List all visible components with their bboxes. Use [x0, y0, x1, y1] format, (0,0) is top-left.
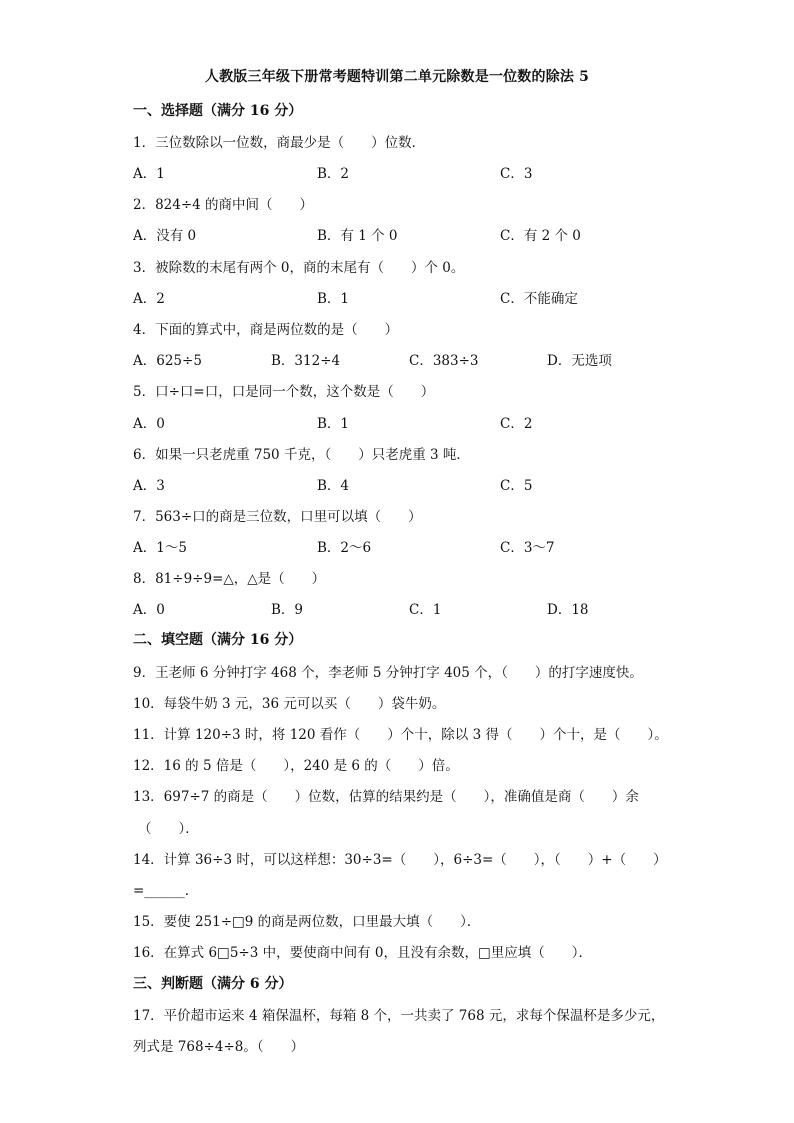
question-8: 8．81÷9÷9=△，△是（ ）	[133, 571, 326, 587]
question-15: 15．要使 251÷□9 的商是两位数，口里最大填（ ）．	[133, 914, 481, 930]
option-a: A．2	[133, 291, 165, 307]
option-a: A．没有 0	[133, 228, 197, 244]
question-3: 3．被除数的末尾有两个 0，商的末尾有（ ）个 0。	[133, 260, 465, 276]
question-13-continued: （ ）．	[138, 821, 199, 837]
option-b: B．1	[317, 416, 350, 432]
question-14: 14．计算 36÷3 时，可以这样想：30÷3=（ ），6÷3=（ ），（ ）+（ ）	[133, 852, 667, 868]
option-c: C．有 2 个 0	[500, 228, 581, 244]
option-a: A．0	[133, 602, 165, 618]
option-c: C．5	[500, 478, 533, 494]
question-12: 12．16 的 5 倍是（ ），240 是 6 的（ ）倍。	[133, 758, 459, 774]
question-17-continued: 列式是 768÷4÷8。（ ）	[133, 1039, 305, 1055]
option-c: C．3～7	[500, 540, 555, 556]
question-2: 2．824÷4 的商中间（ ）	[133, 197, 314, 213]
option-b: B．有 1 个 0	[317, 228, 398, 244]
option-a: A．3	[133, 478, 165, 494]
option-c: C．3	[500, 166, 533, 182]
option-c: C．383÷3	[409, 353, 479, 369]
question-6: 6．如果一只老虎重 750 千克，（ ）只老虎重 3 吨．	[133, 447, 470, 463]
question-4: 4．下面的算式中，商是两位数的是（ ）	[133, 322, 399, 338]
option-a: A．0	[133, 416, 165, 432]
option-d: D．18	[547, 602, 589, 618]
option-a: A．625÷5	[133, 353, 202, 369]
section-heading-fill: 二、填空题（满分 16 分）	[133, 632, 303, 648]
option-b: B．2～6	[317, 540, 372, 556]
option-b: B．2	[317, 166, 350, 182]
question-10: 10．每袋牛奶 3 元，36 元可以买（ ）袋牛奶。	[133, 696, 446, 712]
option-b: B．4	[317, 478, 350, 494]
option-c: C．2	[500, 416, 533, 432]
option-a: A．1	[133, 166, 165, 182]
option-b: B．9	[271, 602, 304, 618]
question-7: 7．563÷口的商是三位数，口里可以填（ ）	[133, 509, 422, 525]
section-heading-judge: 三、判断题（满分 6 分）	[133, 976, 293, 992]
question-9: 9．王老师 6 分钟打字 468 个，李老师 5 分钟打字 405 个，（ ）的打字速度快。	[133, 665, 643, 681]
option-d: D．无选项	[547, 353, 612, 369]
question-13: 13．697÷7 的商是（ ）位数，估算的结果约是（ ），准确值是商（ ）余	[133, 789, 639, 805]
page-title: 人教版三年级下册常考题特训第二单元除数是一位数的除法 5	[204, 69, 590, 85]
question-17: 17．平价超市运来 4 箱保温杯，每箱 8 个，一共卖了 768 元，求每个保温杯是多少元，	[133, 1008, 665, 1024]
question-11: 11．计算 120÷3 时，将 120 看作（ ）个十，除以 3 得（ ）个十，是（ ）。	[133, 727, 668, 743]
option-a: A．1～5	[133, 540, 187, 556]
question-5: 5．口÷口=口，口是同一个数，这个数是（ ）	[133, 384, 435, 400]
question-1: 1．三位数除以一位数，商最少是（ ）位数．	[133, 135, 426, 151]
option-c: C．1	[409, 602, 442, 618]
section-heading-choice: 一、选择题（满分 16 分）	[133, 103, 303, 119]
option-c: C．不能确定	[500, 291, 578, 307]
question-14-continued: =______．	[133, 883, 199, 899]
option-b: B．312÷4	[271, 353, 341, 369]
question-16: 16．在算式 6□5÷3 中，要使商中间有 0，且没有余数，□里应填（ ）．	[133, 945, 592, 961]
option-b: B．1	[317, 291, 350, 307]
